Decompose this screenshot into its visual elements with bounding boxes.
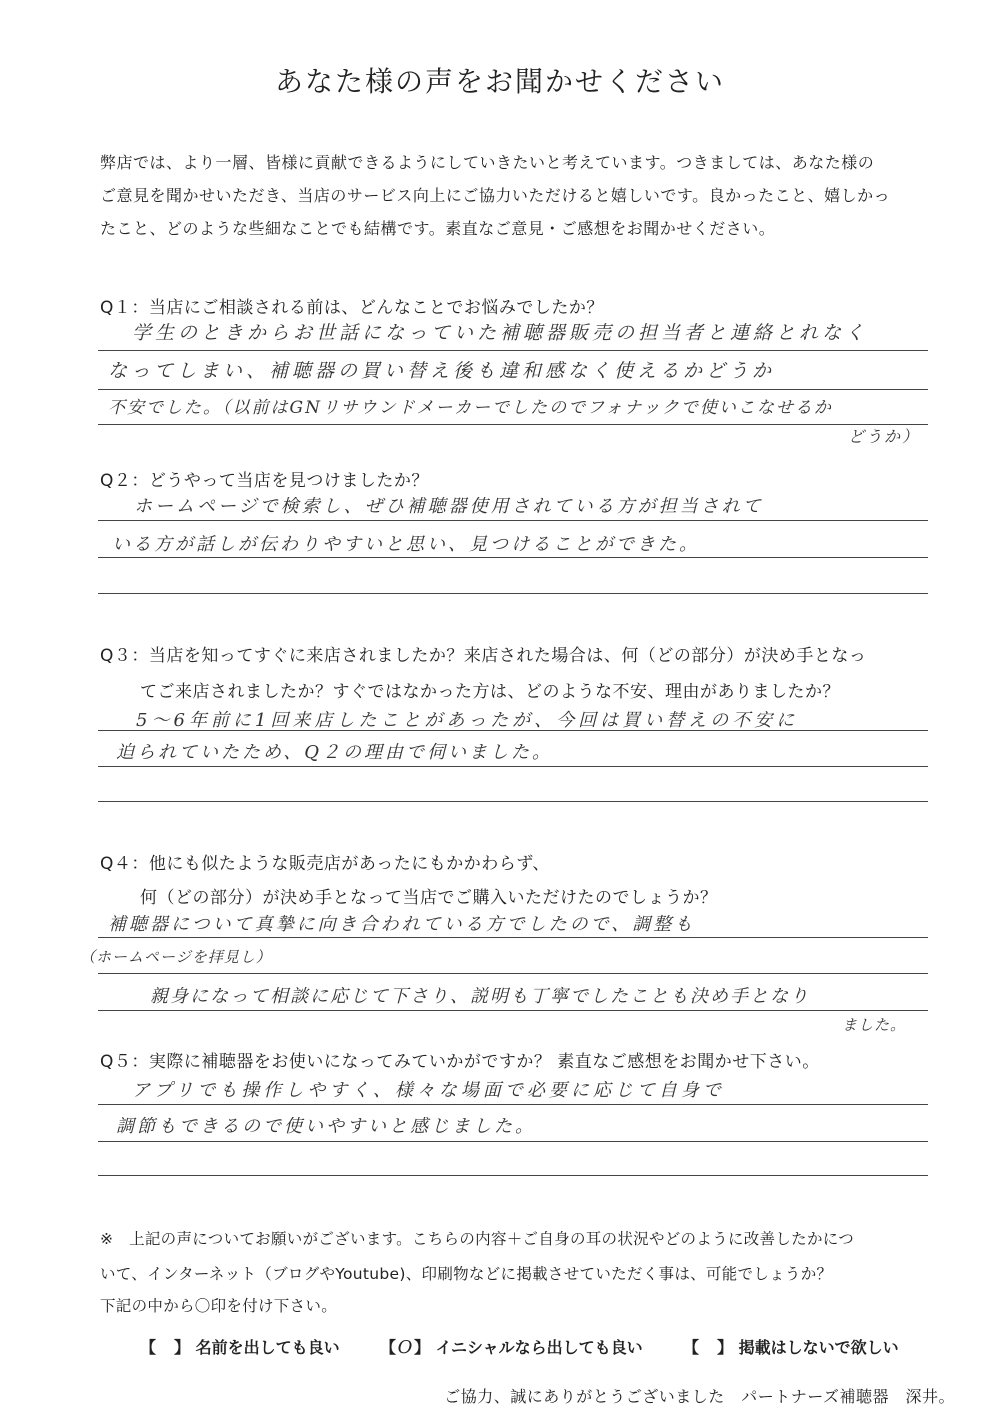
q4-question-line-1: Q４：他にも似たような販売店があったにもかかわらず、: [100, 854, 550, 874]
q4-question-line-2: 何（どの部分）が決め手となって当店でご購入いただけたのでしょうか？: [140, 888, 718, 908]
option-mark: O: [397, 1337, 413, 1358]
option-label: 名前を出しても良い: [195, 1338, 340, 1357]
q2-question: Q２：どうやって当店を見つけましたか？: [100, 471, 429, 491]
option-close-bracket: 】: [717, 1338, 734, 1357]
answer-line: [98, 1104, 928, 1105]
footer-thanks: ご協力、誠にありがとうございました パートナーズ補聴器 深井。: [444, 1387, 955, 1406]
q3-question-line-1: Q３：当店を知ってすぐに来店されましたか？来店された場合は、何（どの部分）が決め手となっ: [100, 646, 867, 666]
answer-line: [98, 973, 928, 974]
answer-line: [98, 593, 928, 594]
option-close-bracket: 】: [174, 1338, 191, 1357]
answer-line: [98, 801, 928, 802]
q1-answer-line-2: なってしまい、補聴器の買い替え後も違和感なく使えるかどうか: [108, 360, 776, 382]
page-title: あなた様の声をお聞かせください: [274, 65, 725, 98]
answer-line: [98, 350, 928, 351]
note-line-3: 下記の中から〇印を付け下さい。: [100, 1297, 338, 1315]
q3-question-line-2: てご来店されましたか？すぐではなかった方は、どのような不安、理由がありましたか？: [140, 682, 840, 702]
q3-answer-line-1: 5〜6年前に1回来店したことがあったが、今回は買い替えの不安に: [136, 710, 799, 731]
q2-answer-line-1: ホームページで検索し、ぜひ補聴器使用されている方が担当されて: [134, 496, 764, 517]
answer-line: [98, 389, 928, 390]
note-line-2: いて、インターネット（ブログやYoutube)、印刷物などに掲載させていただく事は、可能でしょうか？: [100, 1265, 833, 1283]
q1-answer-line-3: 不安でした。（以前はGNリサウンドメーカーでしたのでフォナックで使いこなせるか: [108, 398, 833, 418]
q4-answer-line-2: 親身になって相談に応じて下さり、説明も丁寧でしたことも決め手となり: [150, 986, 810, 1007]
option-open-bracket: 【: [380, 1338, 397, 1357]
q4-answer-line-1: 補聴器について真摯に向き合われている方でしたので、調整も: [108, 914, 696, 935]
answer-line: [98, 424, 928, 425]
answer-line: [98, 1141, 928, 1142]
q5-answer-line-1: アプリでも操作しやすく、様々な場面で必要に応じて自身で: [132, 1080, 725, 1101]
answer-line: [98, 766, 928, 767]
option-open-bracket: 【: [140, 1338, 157, 1357]
q2-answer-line-2: いる方が話しが伝わりやすいと思い、見つけることができた。: [112, 534, 700, 555]
q5-answer-line-2: 調節もできるので使いやすいと感じました。: [116, 1116, 536, 1137]
q1-answer-line-4: どうか）: [848, 427, 921, 446]
intro-line-2: ご意見を聞かせいただき、当店のサービス向上にご協力いただけると嬉しいです。良かったこと、嬉しかっ: [100, 186, 891, 205]
answer-line: [98, 1175, 928, 1176]
q4-answer-insert: （ホームページを拝見し）: [80, 948, 272, 966]
intro-line-3: たこと、どのような些細なことでも結構です。素直なご意見・ご感想をお聞かせください。: [100, 219, 776, 238]
q1-question: Q１：当店にご相談される前は、どんなことでお悩みでしたか？: [100, 298, 604, 318]
note-line-1: ※ 上記の声についてお願いがございます。こちらの内容＋ご自身の耳の状況やどのように改善したかにつ: [100, 1230, 855, 1248]
option-close-bracket: 】: [414, 1338, 431, 1357]
q5-question: Q５：実際に補聴器をお使いになってみていかがですか？ 素直なご感想をお聞かせ下さい。: [100, 1052, 820, 1072]
answer-line: [98, 937, 928, 938]
option-name-ok[interactable]: [140, 1335, 340, 1358]
intro-line-1: 弊店では、より一層、皆様に貢献できるようにしていきたいと考えています。つきましては、あなた様の: [100, 153, 875, 172]
option-no-publish[interactable]: [683, 1335, 899, 1358]
q3-answer-line-2: 迫られていたため、Q２の理由で伺いました。: [116, 742, 554, 763]
answer-line: [98, 1010, 928, 1011]
answer-line: [98, 730, 928, 731]
option-label: イニシャルなら出しても良い: [435, 1338, 643, 1357]
answer-line: [98, 520, 928, 521]
option-initials-ok[interactable]: [380, 1335, 643, 1358]
option-label: 掲載はしないで欲しい: [738, 1338, 899, 1357]
q4-answer-line-3: ました。: [842, 1016, 907, 1034]
answer-line: [98, 557, 928, 558]
option-open-bracket: 【: [683, 1338, 700, 1357]
q1-answer-line-1: 学生のときからお世話になっていた補聴器販売の担当者と連絡とれなく: [132, 322, 869, 344]
